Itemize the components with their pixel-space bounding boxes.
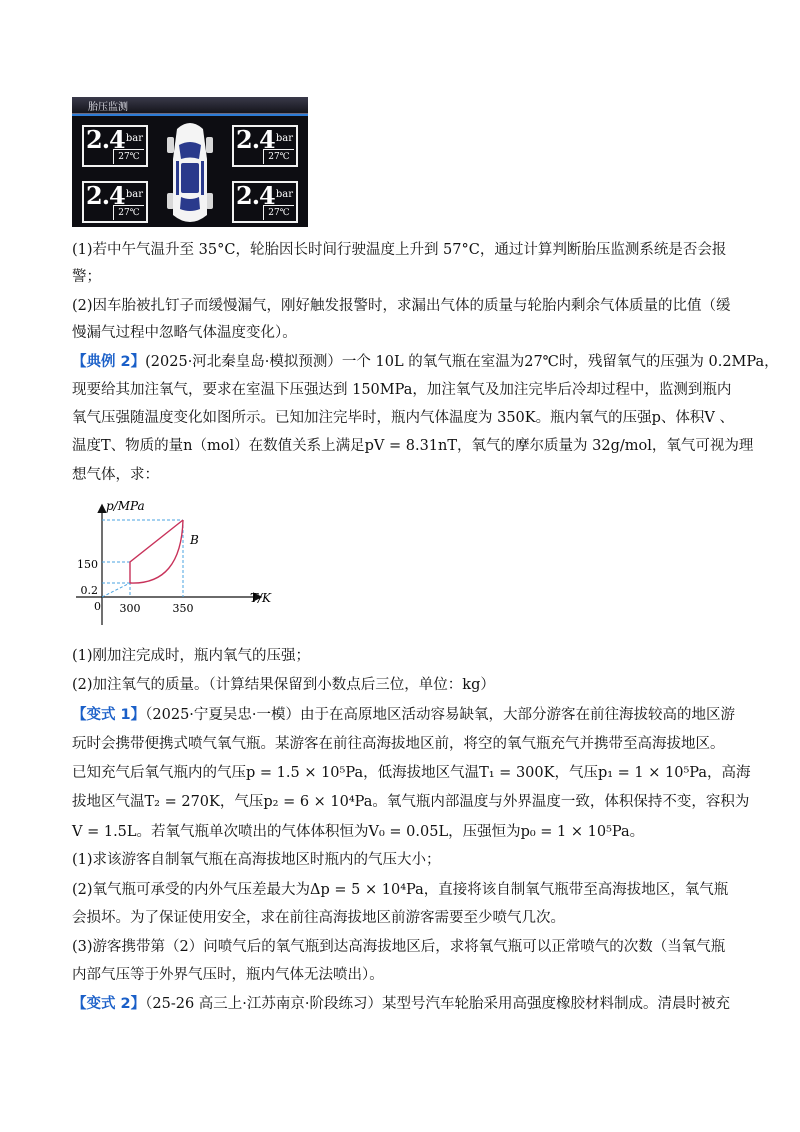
gauge-rear-left	[82, 181, 148, 223]
x-tick-300: 300	[119, 602, 141, 615]
question-2-line-2: 慢漏气过程中忽略气体温度变化）。	[72, 325, 297, 341]
example-2-text: (2025·河北秦皇岛·模拟预测）一个 10L 的氧气瓶在室温为27℃时，残留氧气的压强为 0.2MPa，	[145, 354, 779, 370]
example-2-tag: 【典例 2】	[72, 354, 146, 370]
example-2-question-2: (2)加注氧气的质量。（计算结果保留到小数点后三位，单位：kg）	[72, 677, 495, 693]
variant-2-tag: 【变式 2】	[72, 996, 146, 1012]
variant-1-line-3: 已知充气后氧气瓶内的气压p = 1.5 × 10⁵Pa，低海拔地区气温T₁ = 300K，气压p₁ = 1 × 10⁵Pa，高海	[72, 765, 751, 781]
gauge-rear-right	[232, 181, 298, 223]
variant-1-question-2-line-2: 会损坏。为了保证使用安全，求在前往高海拔地区前游客需要至少喷气几次。	[72, 910, 565, 926]
y-tick-0-2: 0.2	[80, 584, 98, 597]
variant-1-line-5: V = 1.5L。若氧气瓶单次喷出的气体体积恒为V₀ = 0.05L，压强恒为p₀ = 1 × 10⁵Pa。	[72, 824, 645, 840]
variant-1-line-4: 拔地区气温T₂ = 270K，气压p₂ = 6 × 10⁴Pa。氧气瓶内部温度与外界温度一致，体积保持不变，容积为	[72, 794, 750, 810]
point-b-label: B	[190, 533, 199, 547]
question-2-line-1: (2)因车胎被扎钉子而缓慢漏气，刚好触发报警时，求漏出气体的质量与轮胎内剩余气体质量的比值（缓	[72, 298, 731, 314]
tpms-title: 胎压监测	[88, 102, 128, 113]
pressure-temperature-chart	[72, 500, 282, 630]
gauge-pressure: 2.4	[86, 181, 125, 210]
example-2-line-2: 现要给其加注氧气，要求在室温下压强达到 150MPa，加注氧气及加注完毕后冷却过程中，监测到瓶内	[72, 382, 732, 398]
gauge-front-left	[82, 125, 148, 167]
gauge-unit: bar	[275, 133, 293, 144]
gauge-temp: 27℃	[263, 149, 294, 164]
x-tick-350: 350	[172, 602, 194, 615]
chart-series	[130, 520, 183, 583]
origin-label: 0	[94, 600, 101, 613]
gauge-unit: bar	[275, 189, 293, 200]
gauge-temp: 27℃	[113, 205, 144, 220]
variant-1-text: （2025·宁夏吴忠·一模）由于在高原地区活动容易缺氧，大部分游客在前往海拔较高的地区游	[145, 707, 736, 723]
gauge-pressure: 2.4	[86, 125, 125, 154]
charging-curve	[130, 520, 183, 583]
variant-2-text: （25-26 高三上·江苏南京·阶段练习）某型号汽车轮胎采用高强度橡胶材料制成。清晨时被充	[145, 996, 731, 1012]
question-1-line-2: 警；	[72, 269, 101, 285]
variant-1-tag: 【变式 1】	[72, 707, 146, 723]
chart-guides	[102, 520, 183, 597]
variant-1-question-3-line-2: 内部气压等于外界气压时，瓶内气体无法喷出）。	[72, 967, 384, 983]
example-2-question-1: (1)刚加注完成时，瓶内氧气的压强；	[72, 648, 311, 664]
variant-1-line-2: 玩时会携带便携式喷气氧气瓶。某游客在前往高海拔地区前，将空的氧气瓶充气并携带至高海拔地区。	[72, 736, 725, 752]
gauge-pressure: 2.4	[236, 125, 275, 154]
example-2-line-4: 温度T、物质的量n（mol）在数值关系上满足pV = 8.31nT，氧气的摩尔质量为 32g/mol，氧气可视为理	[72, 438, 754, 454]
question-1-line-1: (1)若中午气温升至 35°C，轮胎因长时间行驶温度上升到 57°C，通过计算判断胎压监测系统是否会报	[72, 242, 727, 258]
guide-line-origin	[102, 583, 130, 597]
y-axis-label: p/MPa	[106, 500, 145, 513]
y-tick-150: 150	[77, 558, 98, 571]
gauge-pressure: 2.4	[236, 181, 275, 210]
car-top-view-icon	[167, 119, 213, 227]
gauge-unit: bar	[125, 189, 143, 200]
example-2-line-1	[72, 352, 779, 372]
tire-pressure-monitor-image	[72, 97, 308, 227]
example-2-line-3: 氧气压强随温度变化如图所示。已知加注完毕时，瓶内气体温度为 350K。瓶内氧气的压强p、体积V 、	[72, 410, 734, 426]
cooling-curve	[130, 520, 183, 583]
variant-1-question-1: (1)求该游客自制氧气瓶在高海拔地区时瓶内的气压大小；	[72, 852, 441, 868]
gauge-front-right	[232, 125, 298, 167]
gauge-temp: 27℃	[263, 205, 294, 220]
gauge-unit: bar	[125, 133, 143, 144]
variant-1-question-3-line-1: (3)游客携带第（2）问喷气后的氧气瓶到达高海拔地区后，求将氧气瓶可以正常喷气的次数（当氧气瓶	[72, 939, 726, 955]
variant-1-question-2-line-1: (2)氧气瓶可承受的内外气压差最大为Δp = 5 × 10⁴Pa，直接将该自制氧气瓶带至高海拔地区，氧气瓶	[72, 882, 729, 898]
variant-2-line-1	[72, 994, 730, 1014]
tpms-title-bar	[72, 97, 308, 114]
x-axis-label: T/K	[250, 591, 272, 605]
variant-1-line-1	[72, 705, 735, 725]
tpms-divider	[72, 114, 308, 116]
example-2-line-5: 想气体，求：	[72, 467, 159, 483]
gauge-temp: 27℃	[113, 149, 144, 164]
